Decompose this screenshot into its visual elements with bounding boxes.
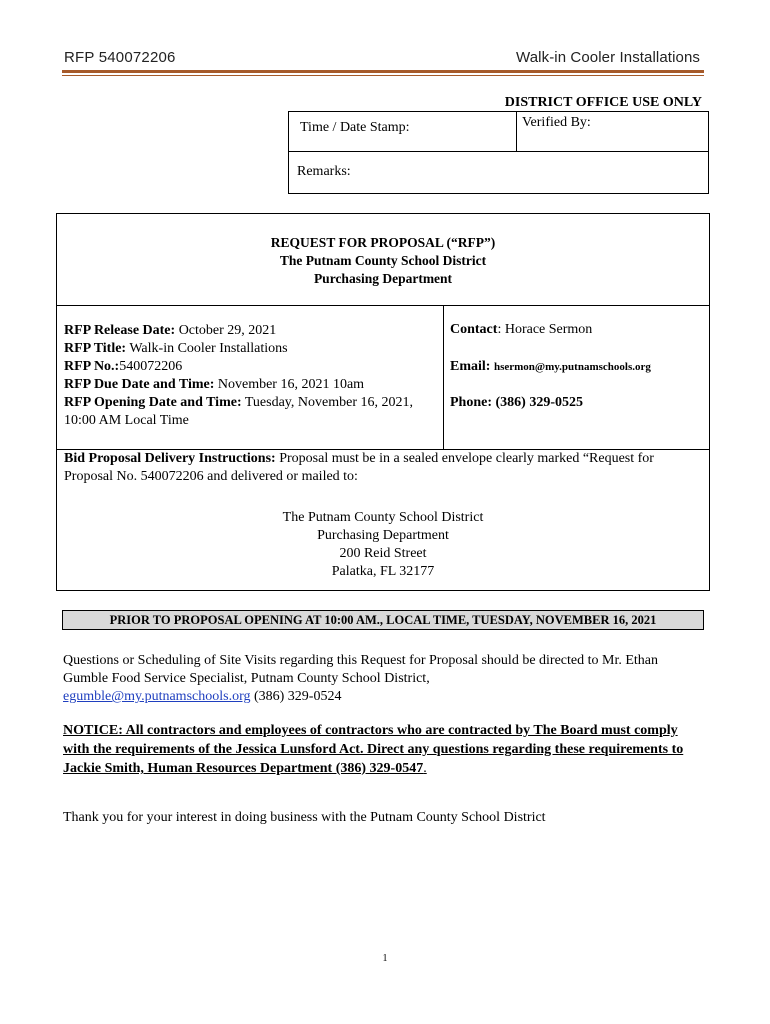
email-label: Email: (450, 359, 494, 374)
questions-paragraph (63, 652, 703, 706)
rfp-title-line (64, 340, 439, 358)
questions-phone: (386) 329-0524 (250, 689, 342, 704)
email-line (450, 359, 651, 375)
rfp-no-line (64, 358, 439, 376)
questions-text: Questions or Scheduling of Site Visits regarding this Request for Proposal should be directed to Mr. Ethan Gumble Food Service Specialist, Putnam County School District, (63, 653, 658, 686)
address-line-4: Palatka, FL 32177 (331, 564, 435, 579)
remarks-label: Remarks: (297, 164, 351, 179)
rfp-title-value: Walk-in Cooler Installations (126, 341, 288, 356)
release-date-value: October 29, 2021 (175, 323, 277, 338)
district-office-title: DISTRICT OFFICE USE ONLY (504, 95, 702, 110)
rfp-title-block (57, 214, 709, 306)
notice-tail: . (423, 761, 427, 776)
timestamp-label: Time / Date Stamp: (300, 120, 410, 135)
rfp-info-divider (443, 305, 444, 449)
header-rfp-number: RFP 540072206 (64, 49, 176, 66)
email-value: hsermon@my.putnamschools.org (493, 361, 651, 373)
due-date-label: RFP Due Date and Time: (64, 377, 215, 392)
header-rfp-title: Walk-in Cooler Installations (516, 49, 700, 66)
phone-line: Phone: (386) 329-0525 (450, 395, 583, 410)
rfp-title-label: RFP Title: (64, 341, 127, 356)
rfp-box (56, 213, 710, 591)
header-rule-thin (62, 75, 704, 76)
thank-you-text: Thank you for your interest in doing business with the Putnam County School District (63, 810, 546, 825)
verified-by-label: Verified By: (522, 115, 591, 130)
bid-instructions-text: Proposal must be in a sealed envelope clearly marked “Request for Proposal No. 540072206 and delivered or mailed to: (64, 451, 654, 484)
bid-instructions-label: Bid Proposal Delivery Instructions: (64, 451, 276, 466)
due-date-value: November 16, 2021 10am (214, 377, 365, 392)
notice-paragraph (63, 721, 703, 778)
rfp-department-name: Purchasing Department (313, 271, 453, 286)
opening-date-value: Tuesday, November 16, 2021, 10:00 AM Local Time (64, 395, 413, 428)
rfp-details (64, 322, 439, 430)
header-rule (62, 70, 704, 73)
district-office-divider (516, 112, 517, 151)
contact-line (450, 322, 592, 338)
address-line-2: Purchasing Department (317, 528, 449, 543)
delivery-address (57, 509, 709, 581)
notice-text: NOTICE: All contractors and employees of contractors who are contracted by The Board must comply with the requirements of the Jessica Lunsford Act. Direct any questions regarding these requirements to Jackie Smith, Human Resources Department (386) 329-0547 (63, 723, 684, 776)
due-date-line (64, 376, 439, 394)
bid-instructions (64, 450, 704, 486)
release-date-label: RFP Release Date: (64, 323, 176, 338)
contact-email-link[interactable]: egumble@my.putnamschools.org (63, 689, 251, 704)
contact-label: Contact (450, 322, 498, 337)
opening-date-line (64, 394, 439, 430)
district-office-box (288, 111, 709, 194)
rfp-no-label: RFP No.: (64, 359, 120, 374)
page-number: 1 (382, 953, 388, 964)
opening-date-label: RFP Opening Date and Time: (64, 395, 242, 410)
address-line-3: 200 Reid Street (339, 546, 427, 561)
address-line-1: The Putnam County School District (282, 510, 484, 525)
release-date-line (64, 322, 439, 340)
rfp-info-section (57, 305, 709, 450)
rfp-no-value: 540072206 (119, 359, 183, 374)
rfp-district-name: The Putnam County School District (279, 253, 487, 268)
proposal-opening-banner: PRIOR TO PROPOSAL OPENING AT 10:00 AM., LOCAL TIME, TUESDAY, NOVEMBER 16, 2021 (62, 610, 704, 630)
rfp-heading: REQUEST FOR PROPOSAL (“RFP”) (270, 235, 496, 250)
contact-value: : Horace Sermon (497, 322, 593, 337)
